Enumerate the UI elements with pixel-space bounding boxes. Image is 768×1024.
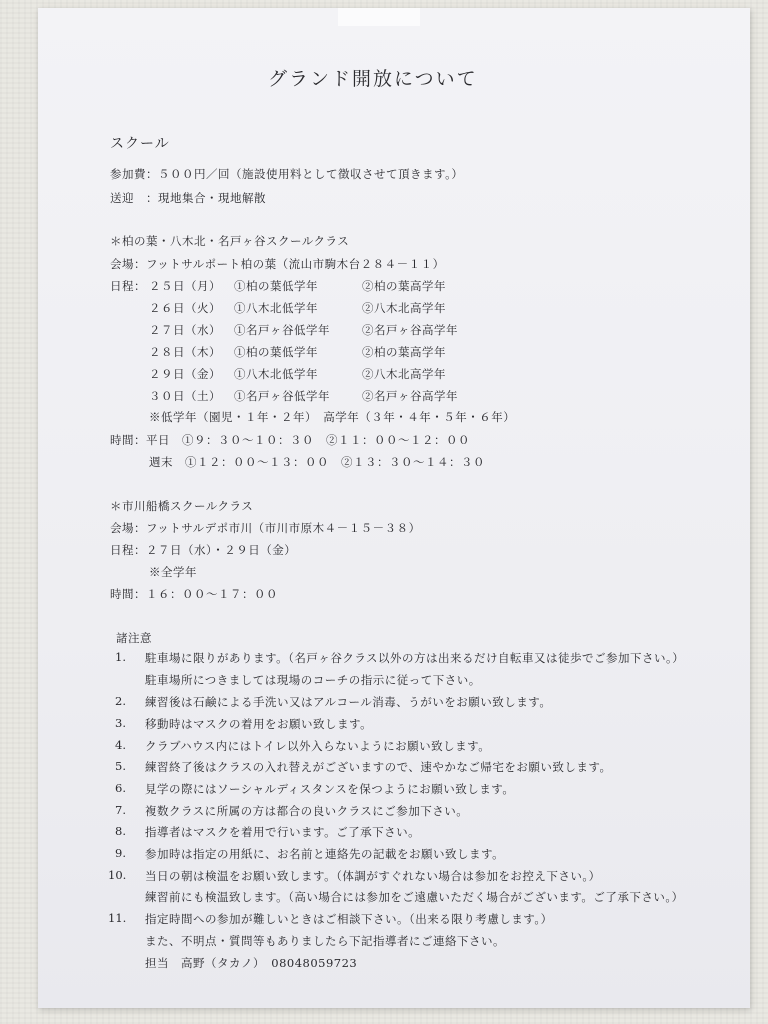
note-number: 1. [115, 650, 126, 664]
class2-schedule: 日程：２７日（水）・２９日（金） [110, 543, 297, 557]
schedule-date: ２５日（月） [149, 279, 221, 293]
note-line: 指導者はマスクを着用で行います。ご了承下さい。 [145, 825, 421, 839]
class2-grades: ※全学年 [149, 565, 197, 579]
note-number: 11. [108, 911, 127, 925]
schedule-date: ３０日（土） [149, 389, 221, 403]
contact-line: 担当 高野（タカノ） 08048059723 [145, 956, 358, 970]
class2-time: 時間：１６：００～１７：００ [110, 587, 278, 601]
note-line: 参加時は指定の用紙に、お名前と連絡先の記載をお願い致します。 [145, 847, 505, 861]
note-line: 練習前にも検温致します。（高い場合には参加をご遠慮いただく場合がございます。ご了承下さい。） [145, 890, 684, 904]
schedule-date: ２８日（木） [149, 345, 221, 359]
class1-name: ＊柏の葉・八木北・名戸ヶ谷スクールクラス [110, 234, 350, 248]
class2-name: ＊市川船橋スクールクラス [110, 499, 254, 513]
schedule-session-b: ②八木北高学年 [362, 301, 446, 315]
time-weekday: 時間：平日 ①９：３０～１０：３０ ②１１：００～１２：００ [110, 433, 470, 447]
note-line: 見学の際にはソーシャルディスタンスを保つようにお願い致します。 [145, 782, 515, 796]
class2-venue: 会場：フットサルデポ市川（市川市原木４－１５－３８） [110, 521, 421, 535]
grade-note: ※低学年（園児・１年・２年） 高学年（３年・４年・５年・６年） [149, 410, 516, 424]
note-line: 練習終了後はクラスの入れ替えがございますので、速やかなご帰宅をお願い致します。 [145, 760, 612, 774]
note-line: 駐車場所につきましては現場のコーチの指示に従って下さい。 [145, 673, 481, 687]
notice-title: グランド開放について [268, 68, 478, 90]
note-number: 7. [115, 803, 126, 817]
transport-text: 送迎 ：現地集合・現地解散 [110, 191, 266, 205]
notice-paper [38, 8, 750, 1008]
note-number: 4. [115, 738, 126, 752]
note-line: 当日の朝は検温をお願い致します。（体調がすぐれない場合は参加をお控え下さい。） [145, 869, 601, 883]
schedule-session-a: ①名戸ヶ谷低学年 [234, 389, 330, 403]
school-heading: スクール [110, 136, 170, 152]
note-line: 指定時間への参加が難しいときはご相談下さい。（出来る限り考慮します。） [145, 912, 553, 926]
schedule-session-a: ①柏の葉低学年 [234, 279, 318, 293]
note-number: 5. [115, 759, 126, 773]
schedule-session-a: ①名戸ヶ谷低学年 [234, 323, 330, 337]
time-weekend: 週末 ①１２：００～１３：００ ②１３：３０～１４：３０ [149, 455, 485, 469]
note-number: 9. [115, 846, 126, 860]
schedule-date: ２９日（金） [149, 367, 221, 381]
class1-venue: 会場：フットサルポート柏の葉（流山市駒木台２８４－１１） [110, 257, 445, 271]
notes-heading: 諸注意 [116, 631, 152, 645]
note-number: 8. [115, 824, 126, 838]
note-line: 移動時はマスクの着用をお願い致します。 [145, 717, 373, 731]
note-number: 3. [115, 716, 126, 730]
class1-schedule-label: 日程： [110, 279, 146, 293]
schedule-session-b: ②名戸ヶ谷高学年 [362, 323, 458, 337]
schedule-session-b: ②柏の葉高学年 [362, 345, 446, 359]
note-line: 駐車場に限りがあります。（名戸ヶ谷クラス以外の方は出来るだけ自転車又は徒歩でご参加下さい。） [145, 651, 685, 665]
note-line: 練習後は石鹸による手洗い又はアルコール消毒、うがいをお願い致します。 [145, 695, 552, 709]
note-number: 6. [115, 781, 126, 795]
schedule-date: ２７日（水） [149, 323, 221, 337]
schedule-session-b: ②柏の葉高学年 [362, 279, 446, 293]
schedule-session-a: ①柏の葉低学年 [234, 345, 318, 359]
note-line: 複数クラスに所属の方は都合の良いクラスにご参加下さい。 [145, 804, 469, 818]
schedule-session-b: ②八木北高学年 [362, 367, 446, 381]
note-number: 2. [115, 694, 126, 708]
note-number: 10. [108, 868, 127, 882]
tape [338, 8, 420, 26]
note-line: また、不明点・質問等もありましたら下記指導者にご連絡下さい。 [145, 934, 505, 948]
schedule-session-a: ①八木北低学年 [234, 301, 318, 315]
schedule-date: ２６日（火） [149, 301, 221, 315]
note-line: クラブハウス内にはトイレ以外入らないようにお願い致します。 [145, 739, 491, 753]
schedule-session-b: ②名戸ヶ谷高学年 [362, 389, 458, 403]
schedule-session-a: ①八木北低学年 [234, 367, 318, 381]
fee-text: 参加費：５００円／回（施設使用料として徴収させて頂きます。） [110, 167, 464, 181]
